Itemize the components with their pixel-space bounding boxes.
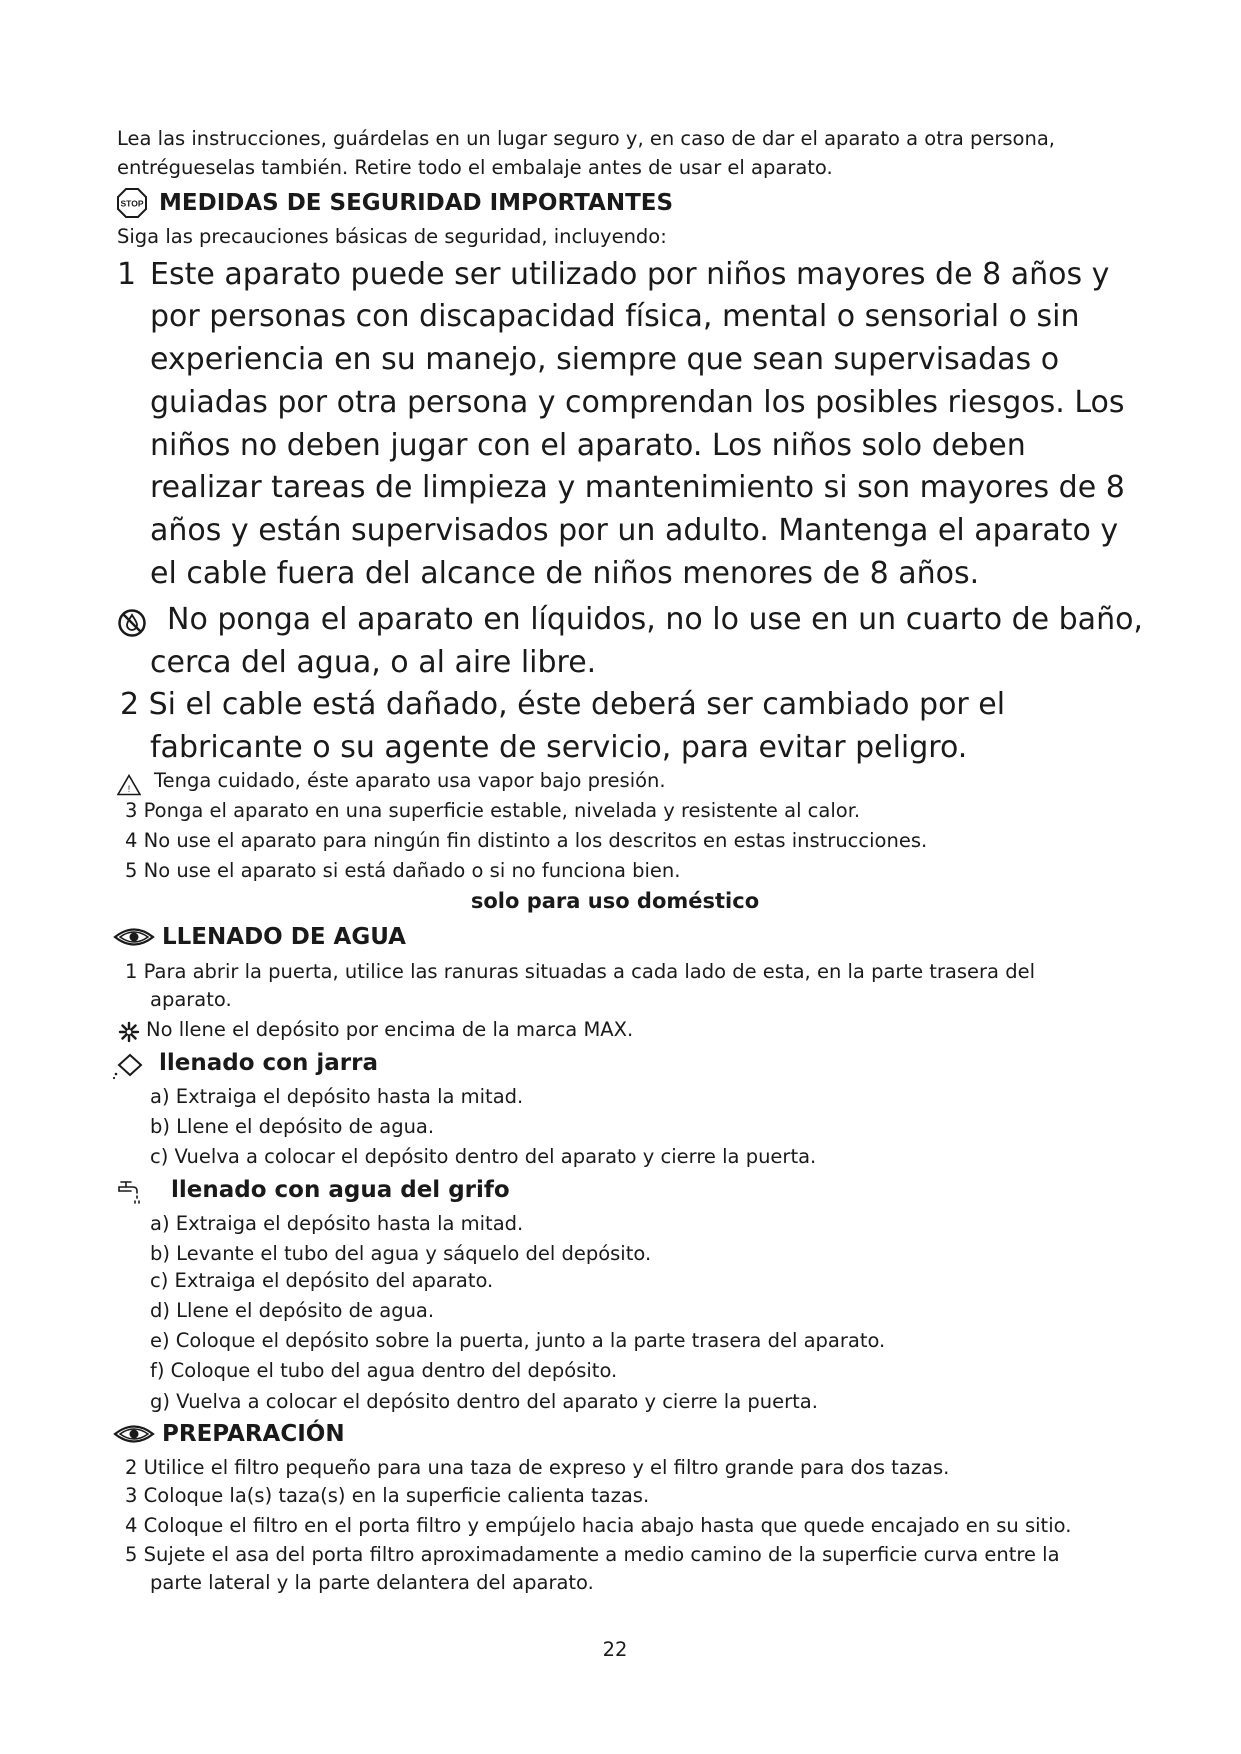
tap-step: c) Extraiga el depósito del aparato. [150, 1269, 494, 1292]
jug-icon [112, 1052, 144, 1084]
eye-icon [113, 926, 155, 952]
safety-item-3: 3 Ponga el aparato en una superficie estable, nivelada y resistente al calor. [125, 799, 861, 822]
tap-step: f) Coloque el tubo del agua dentro del depósito. [150, 1359, 618, 1382]
safety-subheading: Siga las precauciones básicas de seguridad, incluyendo: [117, 225, 667, 248]
preparation-heading: PREPARACIÓN [162, 1421, 345, 1447]
safety-item-1-line: experiencia en su manejo, siempre que sean supervisadas o [150, 342, 1060, 377]
jug-step: a) Extraiga el depósito hasta la mitad. [150, 1085, 524, 1108]
tap-step: b) Levante el tubo del agua y sáquelo del depósito. [150, 1242, 652, 1265]
filling-step-1-line-1: 1 Para abrir la puerta, utilice las ranuras situadas a cada lado de esta, en la parte trasera del [125, 960, 1035, 983]
page-number: 22 [602, 1638, 628, 1661]
stop-icon [117, 188, 147, 222]
stop-icon-label: STOP [120, 198, 144, 209]
safety-item-2-line-2: fabricante o su agente de servicio, para evitar peligro. [150, 730, 968, 765]
safety-item-1-line: realizar tareas de limpieza y mantenimiento si son mayores de 8 [150, 470, 1125, 505]
tap-step: e) Coloque el depósito sobre la puerta, junto a la parte trasera del aparato. [150, 1329, 886, 1352]
safety-item-1-line: Este aparato puede ser utilizado por niños mayores de 8 años y [150, 257, 1110, 292]
steam-warning: Tenga cuidado, éste aparato usa vapor bajo presión. [154, 769, 666, 792]
no-water-warning-line-1: No ponga el aparato en líquidos, no lo use en un cuarto de baño, [167, 602, 1143, 637]
safety-heading: MEDIDAS DE SEGURIDAD IMPORTANTES [159, 190, 674, 216]
preparation-item: 2 Utilice el filtro pequeño para una taza de expreso y el filtro grande para dos tazas. [125, 1456, 950, 1479]
preparation-item: 5 Sujete el asa del porta filtro aproximadamente a medio camino de la superficie curva entre la [125, 1543, 1060, 1566]
safety-item-1-line: el cable fuera del alcance de niños menores de 8 años. [150, 556, 980, 591]
jug-step: b) Llene el depósito de agua. [150, 1115, 435, 1138]
jug-step: c) Vuelva a colocar el depósito dentro del aparato y cierre la puerta. [150, 1145, 817, 1168]
svg-text:!: ! [127, 784, 131, 794]
preparation-item-5-cont: parte lateral y la parte delantera del aparato. [150, 1571, 594, 1594]
max-note: No llene el depósito por encima de la marca MAX. [146, 1018, 634, 1041]
tap-icon [115, 1179, 143, 1211]
filling-heading: LLENADO DE AGUA [162, 924, 406, 950]
safety-item-4: 4 No use el aparato para ningún fin distinto a los descritos en estas instrucciones. [125, 829, 928, 852]
tap-step: d) Llene el depósito de agua. [150, 1299, 435, 1322]
preparation-item: 3 Coloque la(s) taza(s) en la superficie calienta tazas. [125, 1484, 650, 1507]
safety-item-1-line: guiadas por otra persona y comprendan los posibles riesgos. Los [150, 385, 1125, 420]
tap-step: a) Extraiga el depósito hasta la mitad. [150, 1212, 524, 1235]
safety-item-1-line: años y están supervisados por un adulto. Mantenga el aparato y [150, 513, 1119, 548]
safety-item-1-number: 1 [117, 257, 137, 292]
jug-heading: llenado con jarra [159, 1050, 378, 1076]
attention-star-icon [118, 1021, 140, 1047]
safety-item-5: 5 No use el aparato si está dañado o si no funciona bien. [125, 859, 681, 882]
tap-heading: llenado con agua del grifo [171, 1177, 510, 1203]
no-water-warning-line-2: cerca del agua, o al aire libre. [150, 645, 597, 680]
intro-line-2: entrégueselas también. Retire todo el embalaje antes de usar el aparato. [117, 156, 833, 179]
tap-step: g) Vuelva a colocar el depósito dentro del aparato y cierre la puerta. [150, 1390, 818, 1413]
safety-item-1-line: por personas con discapacidad física, mental o sensorial o sin [150, 299, 1080, 334]
no-water-icon [117, 608, 147, 642]
preparation-item: 4 Coloque el filtro en el porta filtro y empújelo hacia abajo hasta que quede encajado en su sitio. [125, 1514, 1072, 1537]
filling-step-1-line-2: aparato. [150, 988, 232, 1011]
domestic-use-note: solo para uso doméstico [470, 889, 760, 913]
safety-item-2-line-1: 2 Si el cable está dañado, éste deberá ser cambiado por el [120, 687, 1006, 722]
intro-line-1: Lea las instrucciones, guárdelas en un lugar seguro y, en caso de dar el aparato a otra persona, [117, 127, 1055, 150]
eye-icon [113, 1423, 155, 1449]
safety-item-1-line: niños no deben jugar con el aparato. Los niños solo deben [150, 428, 1026, 463]
